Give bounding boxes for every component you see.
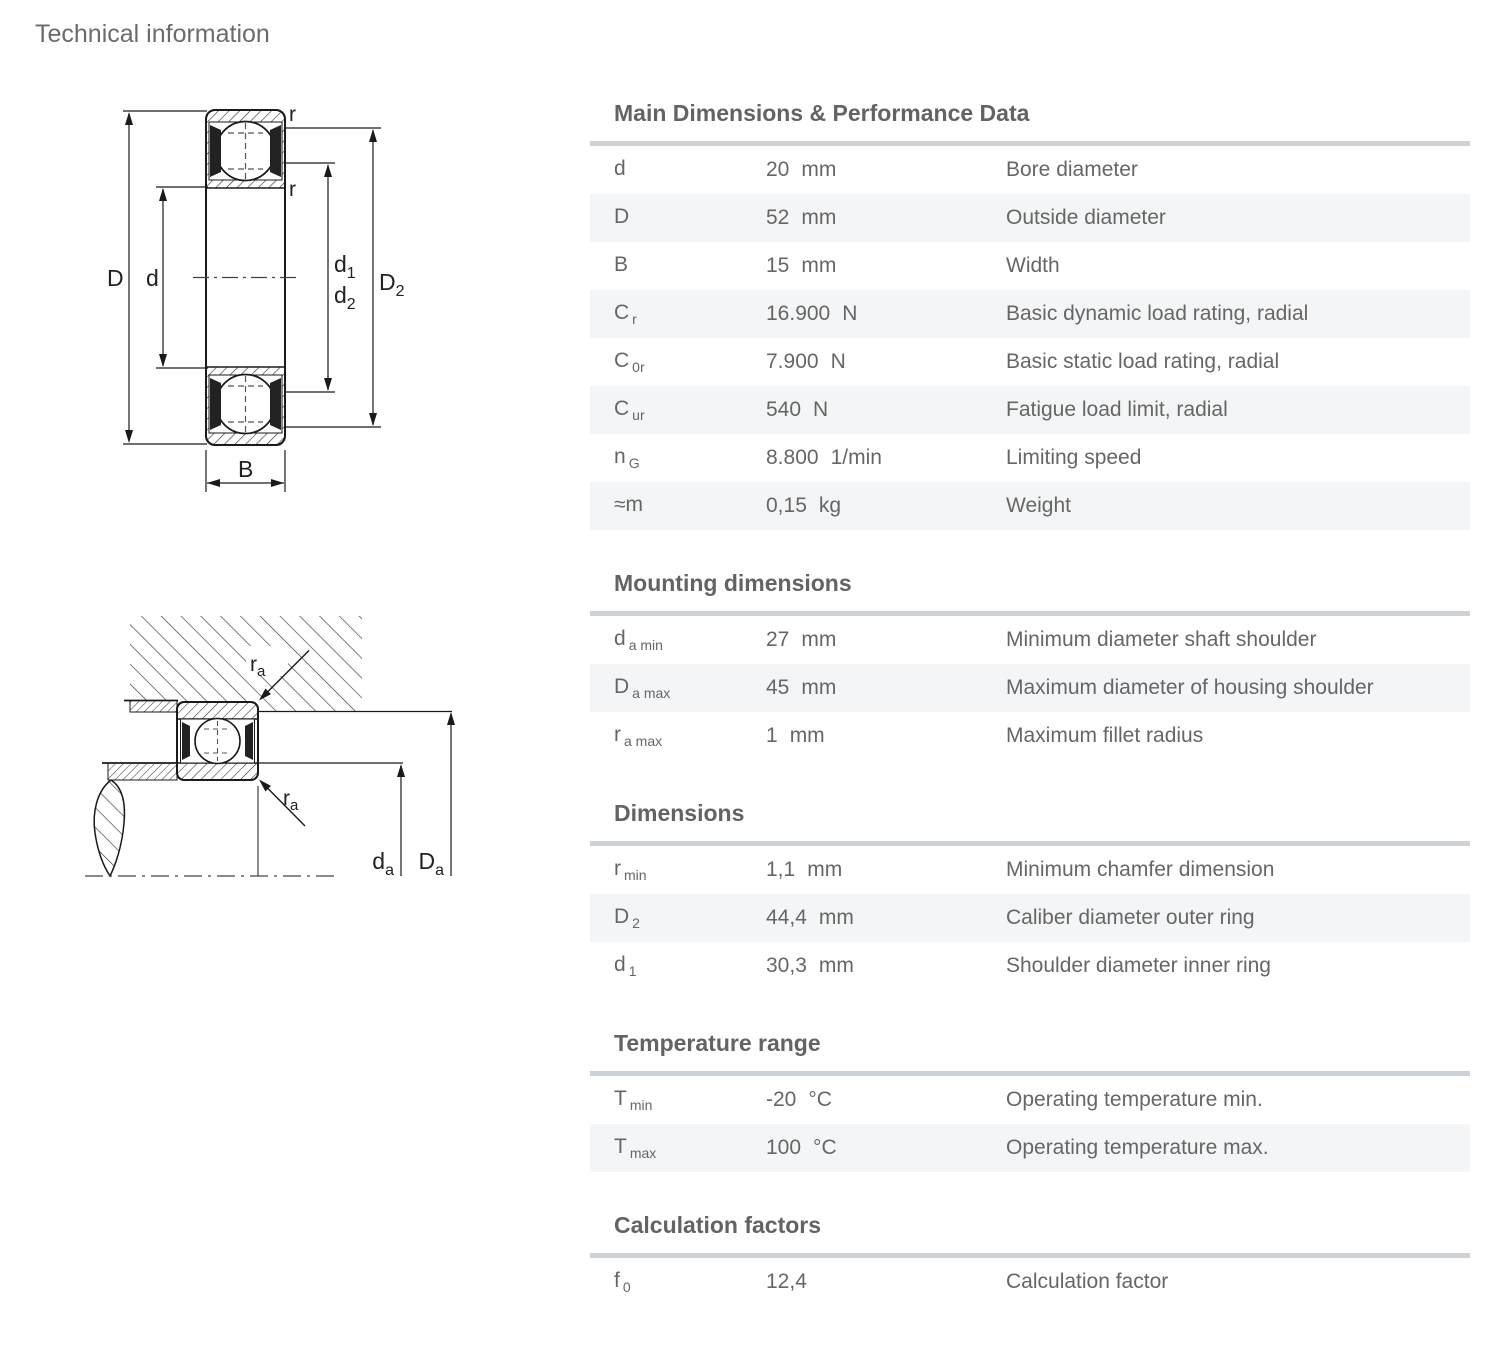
- row-unit: °C: [813, 1136, 837, 1159]
- data-tables: [590, 0, 1470, 1306]
- row-unit: mm: [801, 676, 837, 699]
- section-title: Temperature range: [614, 1030, 821, 1056]
- shaft-section: [94, 780, 124, 876]
- row-description: Shoulder diameter inner ring: [1006, 954, 1271, 977]
- label-B: B: [238, 456, 254, 482]
- row-symbol: B: [614, 252, 629, 276]
- row-value: 7.900 N: [766, 350, 846, 373]
- section-title: Mounting dimensions: [614, 570, 852, 596]
- row-symbol: C $_r$: [614, 300, 637, 328]
- row-value: 15 mm: [766, 254, 837, 277]
- row-symbol: D $_2$: [614, 904, 640, 932]
- section-mounting-dimensions: [590, 570, 1470, 760]
- row-description: Maximum fillet radius: [1006, 724, 1204, 747]
- row-value: 45 mm: [766, 676, 837, 699]
- section-title: Dimensions: [614, 800, 745, 826]
- table-row: [590, 290, 1470, 338]
- row-description: Limiting speed: [1006, 446, 1142, 469]
- label-d2: $d_2$: [334, 282, 356, 313]
- label-ra-bottom: $r_a$: [283, 787, 299, 814]
- label-ra-top: $r_a$: [250, 653, 266, 680]
- table-row: [590, 434, 1470, 482]
- bearing-cross-section-drawing: [80, 90, 500, 505]
- row-symbol: r $_{a max}$: [614, 722, 663, 750]
- row-unit: mm: [801, 206, 837, 229]
- row-description: Caliber diameter outer ring: [1006, 906, 1255, 929]
- row-value: 20 mm: [766, 158, 837, 181]
- row-value: 52 mm: [766, 206, 837, 229]
- row-value: 0,15 kg: [766, 494, 842, 517]
- row-unit: N: [842, 302, 858, 325]
- table-row: [590, 482, 1470, 530]
- row-symbol: ≈m: [614, 492, 644, 516]
- table-row: [590, 712, 1470, 760]
- mounting-drawing: [80, 600, 480, 895]
- row-value: 44,4 mm: [766, 906, 854, 929]
- row-description: Outside diameter: [1006, 206, 1166, 229]
- label-d1: $d_1$: [334, 251, 356, 282]
- label-d: d: [146, 265, 159, 291]
- table-row: [590, 846, 1470, 894]
- row-unit: mm: [818, 954, 854, 977]
- row-unit: °C: [808, 1088, 832, 1111]
- label-Da: $D_a$: [418, 848, 444, 879]
- row-value: 100 °C: [766, 1136, 837, 1159]
- row-description: Width: [1006, 254, 1060, 277]
- row-unit: mm: [801, 254, 837, 277]
- table-row: [590, 146, 1470, 194]
- row-value: 1 mm: [766, 724, 825, 747]
- row-symbol: d: [614, 156, 626, 180]
- dimension-Da: [447, 712, 455, 876]
- row-description: Weight: [1006, 494, 1071, 517]
- section-temperature-range: [590, 1030, 1470, 1172]
- row-value: 27 mm: [766, 628, 837, 651]
- row-symbol: r $_{min}$: [614, 856, 647, 884]
- row-value: 16.900 N: [766, 302, 858, 325]
- row-unit: 1/min: [830, 446, 882, 469]
- row-unit: mm: [801, 158, 837, 181]
- row-unit: mm: [789, 724, 825, 747]
- row-symbol: D: [614, 204, 630, 228]
- label-r-top: r: [289, 103, 296, 126]
- row-symbol: C $_{ur}$: [614, 396, 645, 424]
- table-row: [590, 942, 1470, 990]
- table-row: [590, 1076, 1470, 1124]
- row-unit: kg: [818, 494, 842, 517]
- row-value: 540 N: [766, 398, 829, 421]
- section-dimensions: [590, 800, 1470, 990]
- table-row: [590, 664, 1470, 712]
- section-calculation-factors: [590, 1212, 1470, 1306]
- table-row: [590, 1258, 1470, 1306]
- table-row: [590, 1124, 1470, 1172]
- table-row: [590, 894, 1470, 942]
- row-description: Minimum chamfer dimension: [1006, 858, 1275, 881]
- row-description: Minimum diameter shaft shoulder: [1006, 628, 1317, 651]
- table-row: [590, 616, 1470, 664]
- row-unit: mm: [807, 858, 843, 881]
- dimension-D2: [286, 128, 381, 427]
- row-description: Bore diameter: [1006, 158, 1138, 181]
- ball-bottom: [216, 375, 275, 434]
- section-title: Calculation factors: [614, 1212, 822, 1238]
- row-unit: N: [813, 398, 829, 421]
- row-value: 12,4: [766, 1270, 807, 1293]
- shaft-shoulder: [108, 763, 177, 780]
- row-description: Operating temperature min.: [1006, 1088, 1263, 1111]
- table-row: [590, 386, 1470, 434]
- housing-shoulder: [130, 701, 177, 713]
- row-description: Basic dynamic load rating, radial: [1006, 302, 1309, 325]
- row-description: Maximum diameter of housing shoulder: [1006, 676, 1374, 699]
- row-description: Operating temperature max.: [1006, 1136, 1269, 1159]
- label-D: D: [107, 265, 124, 291]
- row-unit: N: [830, 350, 846, 373]
- page-title: Technical information: [35, 20, 270, 48]
- row-symbol: d $_1$: [614, 952, 637, 980]
- row-value: -20 °C: [766, 1088, 832, 1111]
- row-description: Calculation factor: [1006, 1270, 1169, 1293]
- row-symbol: D $_{a max}$: [614, 674, 671, 702]
- row-value: 30,3 mm: [766, 954, 854, 977]
- label-r-bottom: r: [289, 178, 296, 201]
- row-symbol: d $_{a min}$: [614, 626, 663, 654]
- table-row: [590, 338, 1470, 386]
- row-value: 8.800 1/min: [766, 446, 882, 469]
- row-unit: mm: [818, 906, 854, 929]
- row-symbol: T $_{max}$: [614, 1134, 657, 1162]
- row-unit: mm: [801, 628, 837, 651]
- section-title: Main Dimensions & Performance Data: [614, 100, 1030, 126]
- row-value: 1,1 mm: [766, 858, 843, 881]
- label-D2: $D_2$: [379, 269, 405, 300]
- row-description: Fatigue load limit, radial: [1006, 398, 1228, 421]
- dimension-da: [397, 764, 405, 876]
- row-symbol: T $_{min}$: [614, 1086, 653, 1114]
- row-description: Basic static load rating, radial: [1006, 350, 1280, 373]
- table-row: [590, 242, 1470, 290]
- ball-top: [216, 122, 275, 181]
- row-symbol: n $_G$: [614, 444, 640, 472]
- row-symbol: f $_0$: [614, 1268, 631, 1296]
- table-row: [590, 194, 1470, 242]
- label-da: $d_a$: [372, 848, 394, 879]
- section-main-dimensions: [590, 100, 1470, 530]
- row-symbol: C $_{0r}$: [614, 348, 645, 376]
